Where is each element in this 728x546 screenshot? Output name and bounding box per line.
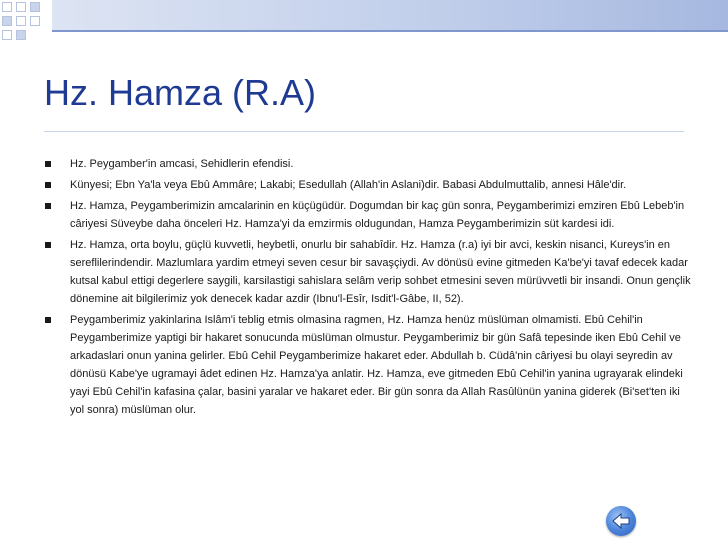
- bullet-text: Hz. Peygamber'in amcasi, Sehidlerin efendisi.: [70, 158, 294, 170]
- bullet-square-icon: [45, 242, 51, 248]
- header-band: [52, 0, 728, 30]
- corner-decoration: [0, 0, 48, 48]
- bullet-list: [44, 155, 692, 422]
- bullet-text: Peygamberimiz yakinlarina Islâm'i teblig etmis olmasina ragmen, Hz. Hamza henüz müslüman olmamisti. Ebû Cehil'in Peygamberimize yaptigi bir hakaret sonucunda müslüman olmustur. Peygamberimiz bir gün Safâ tepesinde iken Ebû Cehil ve arkadaslari onun yanina gelirler. Ebû Cehil Peygamberimize hakaret eder. Abdullah b. Cüdâ'nin câriyesi bu olayi seyredin av dönüsü Kabe'ye ugramayi âdet edinen Hz. Hamza'ya anlatir. Hz. Hamza, eve gitmeden Ebû Cehil'in yanina ugrayarak elindeki yayi Ebû Cehil'in kafasina çalar, basini yaralar ve hakaret eder. Bir gün sonra da Allah Rasûlünün yanina giderek (Bi'set'ten iki yol sonra) müslüman olur.: [70, 314, 683, 416]
- title-divider: [44, 131, 684, 132]
- bullet-text: Hz. Hamza, orta boylu, güçlü kuvvetli, heybetli, onurlu bir sahabîdir. Hz. Hamza (r.a) iyi bir avci, keskin nisanci, Kureys'in en sereflilerindendir. Mazlumlara yardim etmeyi seven cesur bir savaşçiydi. Av dönüsü evine gitmeden Ka'be'yi tavaf edecek kadar kutsal kabul ettigi degerlere saygili, karsilastigi sahislara selâm verip sohbet etmesini seven mürüvvetli bir insandi. Onun gençlik dönemine ait bilgilerimiz yok denecek kadar azdir (Ibnu'l-Esîr, Isdit'l-Gâbe, II, 52).: [70, 239, 691, 305]
- bullet-square-icon: [45, 182, 51, 188]
- bullet-item: [44, 311, 692, 419]
- back-button[interactable]: [606, 506, 636, 536]
- bullet-square-icon: [45, 317, 51, 323]
- bullet-item: [44, 176, 692, 194]
- bullet-item: [44, 236, 692, 308]
- back-arrow-icon: [606, 506, 636, 536]
- bullet-item: [44, 197, 692, 233]
- bullet-text: Künyesi; Ebn Ya'la veya Ebû Ammâre; Lakabi; Esedullah (Allah'in Aslani)dir. Babasi Abdulmuttalib, annesi Hâle'dir.: [70, 179, 627, 191]
- slide-title: Hz. Hamza (R.A): [44, 72, 317, 113]
- header-line: [52, 30, 728, 32]
- bullet-square-icon: [45, 203, 51, 209]
- bullet-text: Hz. Hamza, Peygamberimizin amcalarinin en küçügüdür. Dogumdan bir kaç gün sonra, Peygamberimizi emziren Ebû Lebeb'in câriyesi Süveybe daha önceleri Hz. Hamza'yi da emzirmis oldugundan, Hamza Peygamberimizin süt kardesi idi.: [70, 200, 685, 230]
- bullet-square-icon: [45, 161, 51, 167]
- bullet-item: [44, 155, 692, 173]
